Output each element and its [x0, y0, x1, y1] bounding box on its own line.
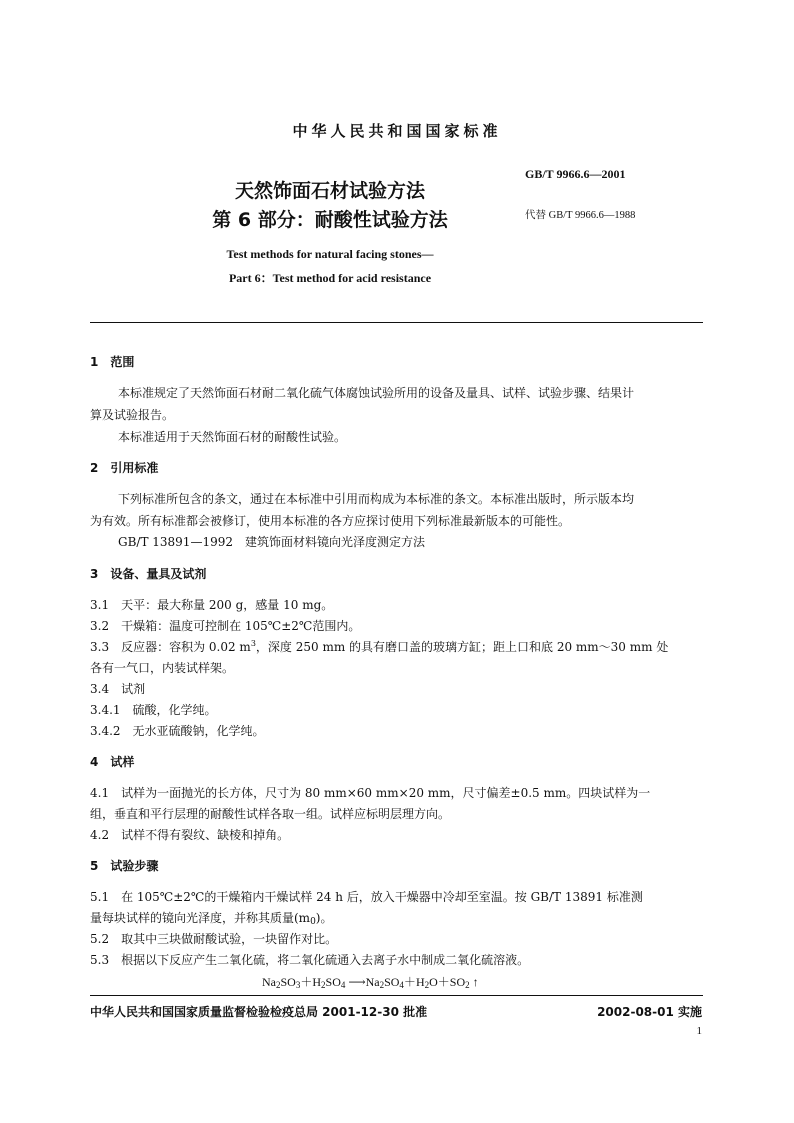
title-en-line1: Test methods for natural facing stones— [226, 247, 434, 261]
section-1-heading: 1 范围 [90, 355, 135, 369]
title-en-line2: Part 6：Test method for acid resistance [228, 271, 432, 285]
reaction-arrow: ⟶ [348, 975, 366, 989]
clause-5-1-cont: 量每块试样的镜向光泽度，并称其质量$(m_0)$。 [90, 911, 333, 927]
clause-3-3-cont: 各有一气口，内装试样架。 [90, 661, 235, 675]
section-2-paragraph: 下列标准所包含的条文，通过在本标准中引用而构成为本标准的条文。本标准出版时，所示版本均 [118, 492, 635, 506]
section-5-heading: 5 试验步骤 [90, 859, 159, 873]
reaction-equation: $Na_2SO_3+H_2SO_4$ $⟶Na_2SO_4+H_2O+SO_2$ ↑ [262, 975, 479, 990]
national-standard-heading: 中华人民共和国国家标准 [292, 122, 502, 140]
title-cn-line2: 第 6 部分：耐酸性试验方法 [212, 209, 448, 231]
title-cn-line1: 天然饰面石材试验方法 [234, 180, 425, 202]
section-2-paragraph-cont: 为有效。所有标准都会被修订，使用本标准的各方应探讨使用下列标准最新版本的可能性。 [90, 514, 571, 528]
replaces-standard: 代替 GB/T 9966.6—1988 [525, 210, 636, 221]
implementation-date: 2002-08-01 实施 [597, 1005, 702, 1019]
section-1-paragraph-2: 本标准适用于天然饰面石材的耐酸性试验。 [118, 430, 347, 444]
clause-4-1-cont: 组，垂直和平行层理的耐酸性试样各取一组。试样应标明层理方向。 [90, 807, 451, 821]
approval-line: 中华人民共和国国家质量监督检验检疫总局 2001-12-30 批准 [90, 1005, 428, 1019]
footer-rule [90, 995, 703, 996]
clause-3-1: 3.1 天平：最大称量 200 g，感量 10 mg。 [90, 598, 334, 612]
clause-3-4-2: 3.4.2 无水亚硫酸钠，化学纯。 [90, 724, 265, 738]
clause-3-4-1: 3.4.1 硫酸，化学纯。 [90, 703, 217, 717]
clause-3-4: 3.4 试剂 [90, 682, 146, 696]
section-3-heading: 3 设备、量具及试剂 [90, 567, 207, 581]
gas-evolution-arrow: ↑ [472, 975, 479, 989]
section-1-paragraph-cont: 算及试验报告。 [90, 408, 175, 422]
clause-4-1: 4.1 试样为一面抛光的长方体，尺寸为 80 mm×60 mm×20 mm，尺寸偏差±0.5 mm。四块试样为一 [90, 786, 651, 800]
section-4-heading: 4 试样 [90, 755, 135, 769]
clause-5-3: 5.3 根据以下反应产生二氧化硫，将二氧化硫通入去离子水中制成二氧化硫溶液。 [90, 953, 530, 967]
standard-number: GB/T 9966.6—2001 [525, 167, 626, 181]
header-rule [90, 322, 703, 323]
clause-5-1: 5.1 在 105℃±2℃的干燥箱内干燥试样 24 h 后，放入干燥器中冷却至室温。按 GB/T 13891 标准测 [90, 890, 643, 904]
section-2-reference: GB/T 13891—1992 建筑饰面材料镜向光泽度测定方法 [118, 535, 425, 549]
clause-4-2: 4.2 试样不得有裂纹、缺棱和掉角。 [90, 828, 290, 842]
section-1-paragraph: 本标准规定了天然饰面石材耐二氧化硫气体腐蚀试验所用的设备及量具、试样、试验步骤、结果计 [118, 386, 635, 400]
page-number: 1 [696, 1025, 702, 1037]
section-2-heading: 2 引用标准 [90, 461, 159, 475]
clause-3-3: 3.3 反应器：容积为 0.02 $m^3$，深度 250 mm 的具有磨口盖的玻璃方缸；距上口和底 20 mm～30 mm 处 [90, 639, 669, 654]
clause-5-2: 5.2 取其中三块做耐酸试验，一块留作对比。 [90, 932, 338, 946]
clause-3-2: 3.2 干燥箱：温度可控制在 105℃±2℃范围内。 [90, 619, 361, 633]
